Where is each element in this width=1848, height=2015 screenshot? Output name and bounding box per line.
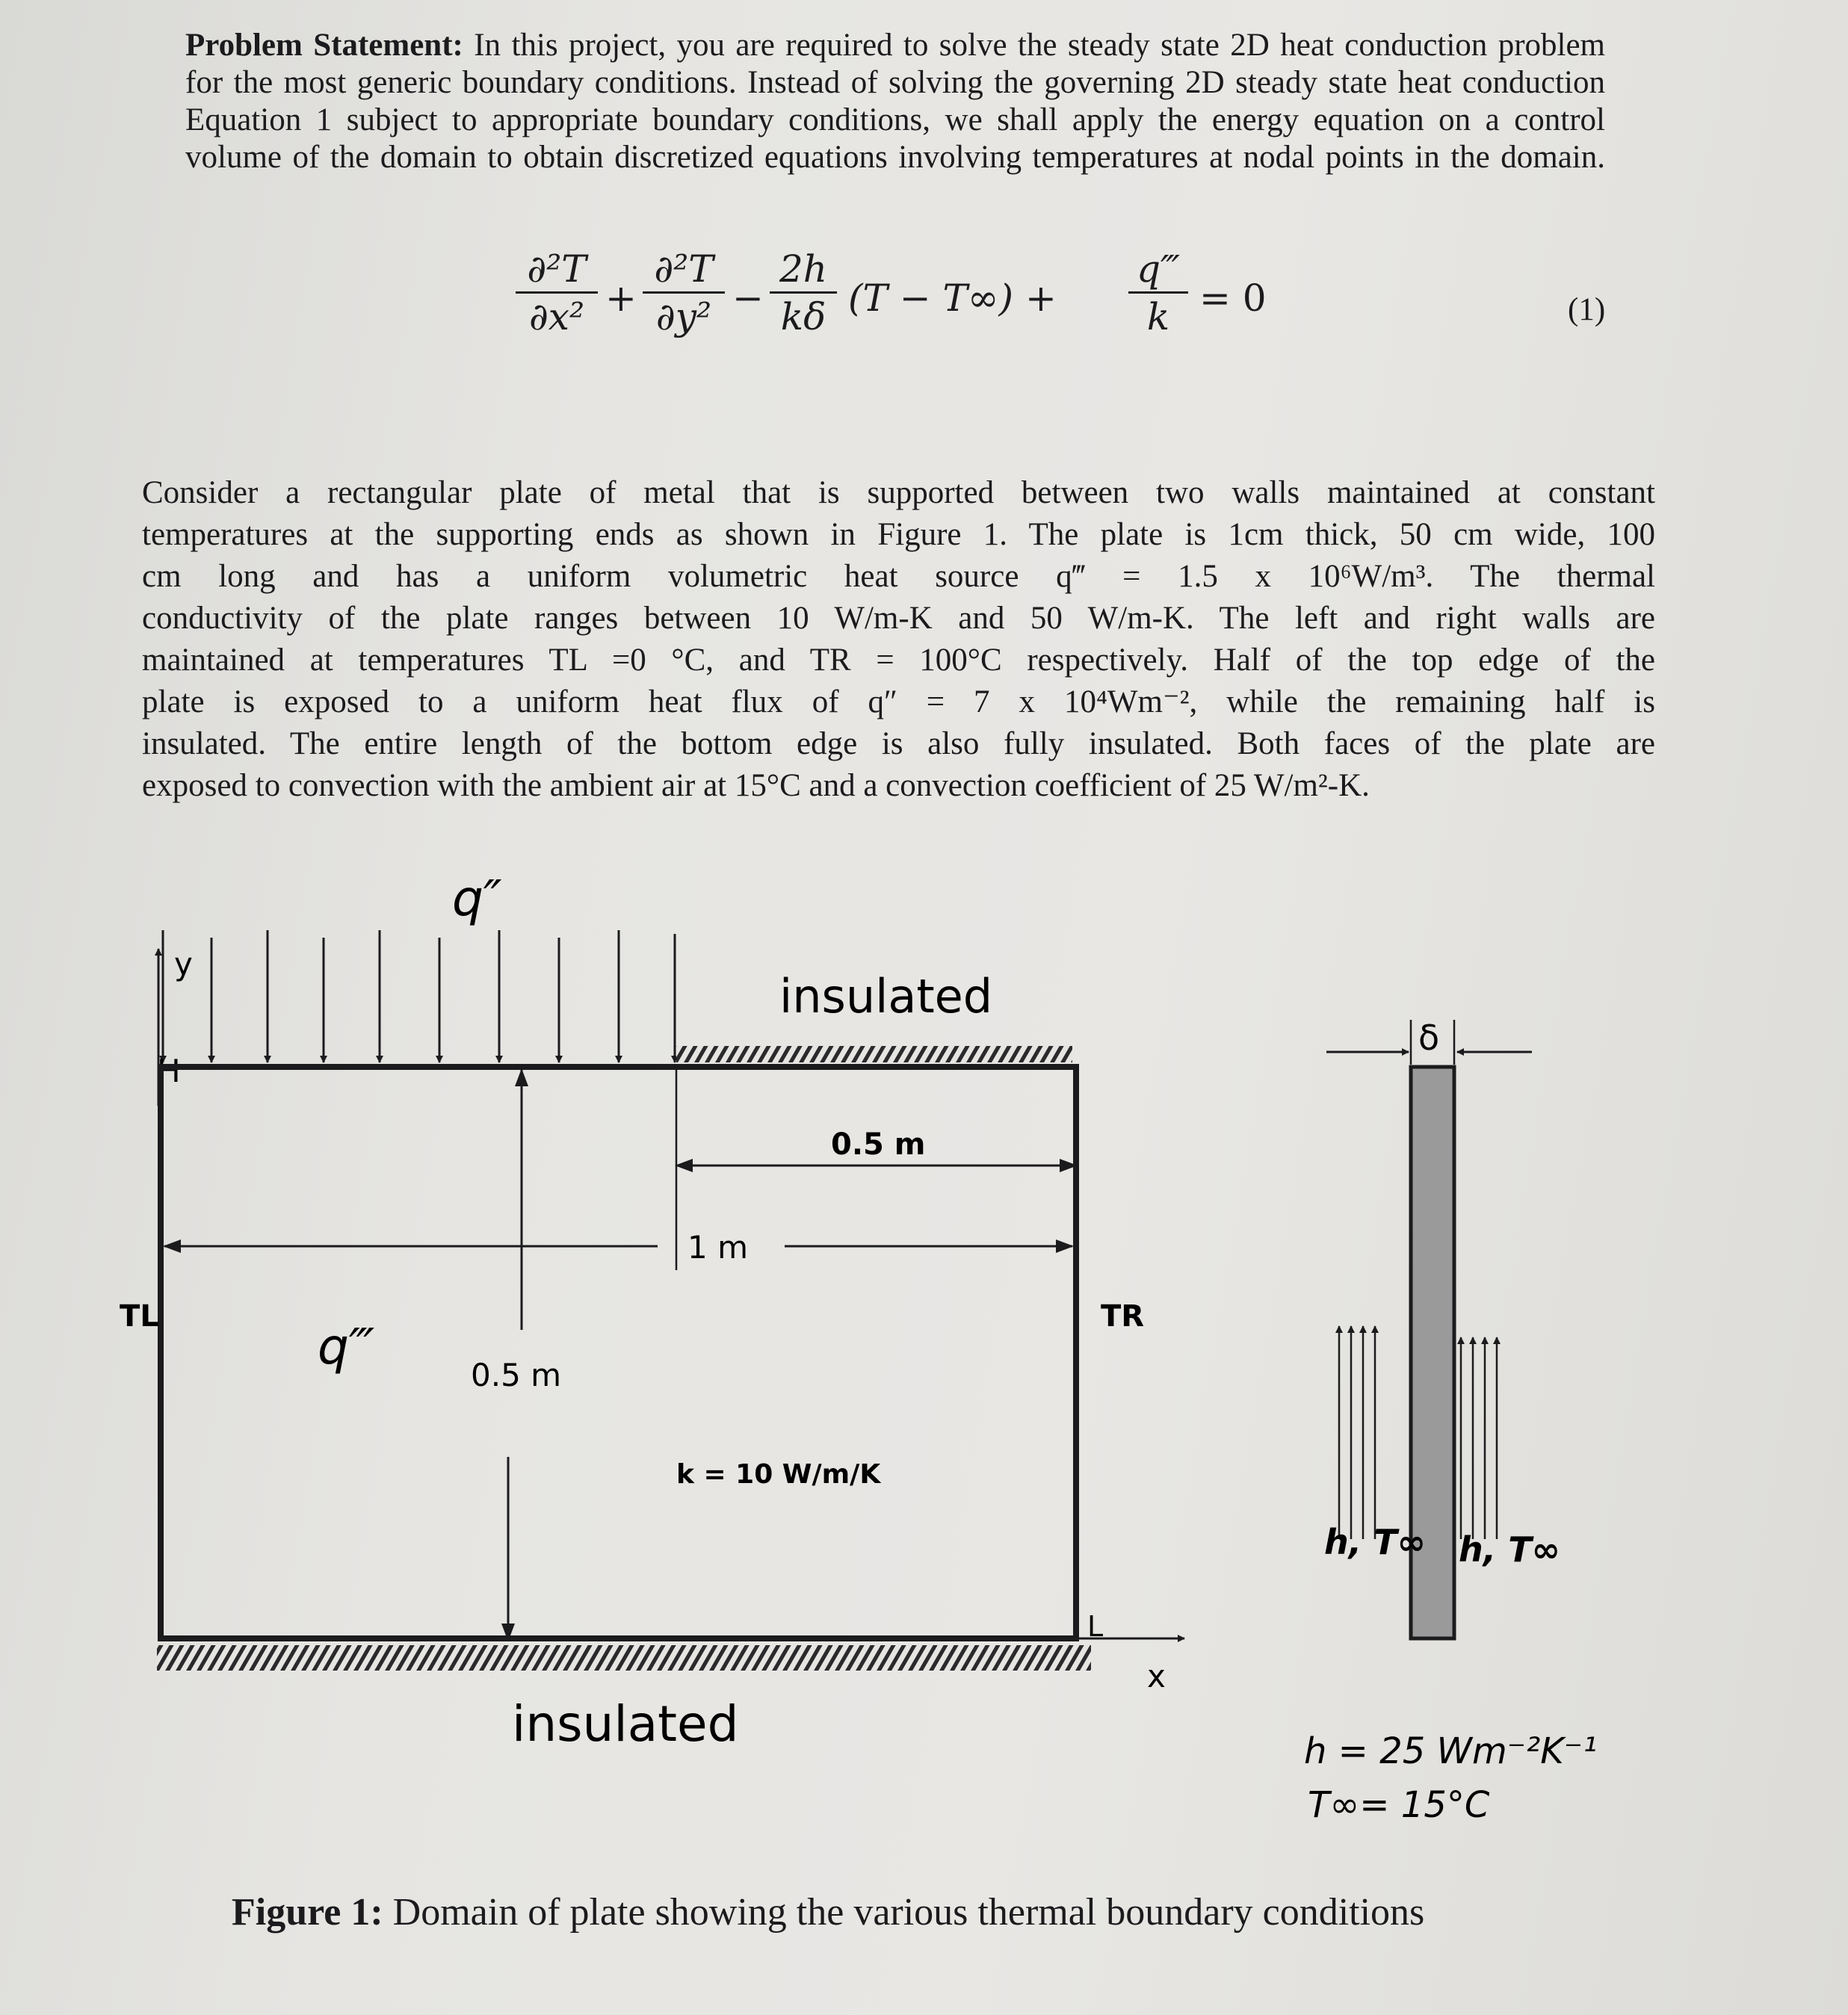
problem-heading: Problem Statement:	[185, 28, 463, 63]
eq-equals: = 0	[1199, 276, 1267, 320]
problem-text: In this project, you are required to solve the steady state 2D heat conduction problem for the most generic boundary conditions. Instead of solving the governing 2D steady state heat conduction Equation 1 subject to appropriate boundary conditions, we shall apply the energy equation on a control volume of the domain to obtain discretized equations involving temperatures at nodal points in the domain.	[185, 28, 1606, 175]
t-value: T∞= 15°C	[1308, 1784, 1490, 1826]
delta-label: δ	[1418, 1018, 1440, 1058]
figure-caption	[232, 1890, 1424, 1934]
eq-term-d2tdx2: $\frac{\text{∂²T}}{\text{∂x²}}$	[516, 247, 598, 340]
insulated-bottom-label: insulated	[512, 1695, 739, 1753]
h-label: H	[157, 1053, 181, 1089]
eq-term-d2tdy2: $\frac{\text{∂²T}}{\text{∂y²}}$	[643, 247, 725, 340]
x-axis-label: x	[1147, 1658, 1166, 1694]
h-value: h = 25 Wm⁻²K⁻¹	[1304, 1730, 1598, 1772]
problem-description: Consider a rectangular plate of metal that is supported between two walls maintained at constant temperatures at the supporting ends as shown in Figure 1. The plate is 1cm thick, 50 cm wide, 100 cm long and has a uniform volumetric heat source q‴ = 1.5 x 10⁶W/m³. The thermal conductivity of the plate ranges between 10 W/m-K and 50 W/m-K. The left and right walls are maintained at temperatures TL =0 °C, and TR = 100°C respectively. Half of the top edge of the plate is exposed to a uniform heat flux of q″ = 7 x 10⁴Wm⁻², while the remaining half is insulated. The entire length of the bottom edge is also fully insulated. Both faces of the plate are exposed to convection with the ambient air at 15°C and a convection coefficient of 25 W/m²-K.	[142, 475, 1655, 803]
eq-term-q-k: $\frac{q‴}{k}$	[1128, 247, 1188, 340]
insulated-top-label: insulated	[779, 969, 993, 1024]
tl-label: TL	[120, 1299, 159, 1334]
convection-label-left: h, T∞	[1324, 1522, 1426, 1562]
eq-term-2h-kdelta: $\frac{2h}{k\delta}$	[770, 247, 837, 340]
eq-minus: −	[732, 276, 764, 320]
convection-arrows-right	[1461, 1337, 1497, 1539]
heat-flux-arrows	[163, 930, 675, 1062]
source-label: q‴	[318, 1318, 375, 1375]
eq-plus: +	[605, 276, 637, 320]
equation-number: (1)	[1568, 292, 1606, 327]
tr-label: TR	[1101, 1299, 1145, 1334]
caption-text: Domain of plate showing the various thermal boundary conditions	[383, 1891, 1425, 1934]
l-label: L	[1087, 1610, 1104, 1643]
length-label: 1 m	[687, 1229, 748, 1266]
caption-label: Figure 1:	[232, 1891, 383, 1934]
insulated-bottom-hatch	[157, 1645, 1091, 1671]
insulated-top-hatch	[676, 1046, 1072, 1062]
half-width-label: 0.5 m	[831, 1127, 926, 1162]
half-height-label: 0.5 m	[471, 1357, 562, 1393]
convection-label-right: h, T∞	[1459, 1529, 1560, 1570]
y-axis-label: y	[174, 946, 193, 982]
flux-label: q″	[452, 870, 502, 927]
plate-rect	[161, 1067, 1076, 1638]
eq-paren: (T − T∞) +	[848, 276, 1057, 320]
conductivity-label: k = 10 W/m/K	[676, 1459, 881, 1490]
convection-arrows-left	[1339, 1326, 1375, 1539]
